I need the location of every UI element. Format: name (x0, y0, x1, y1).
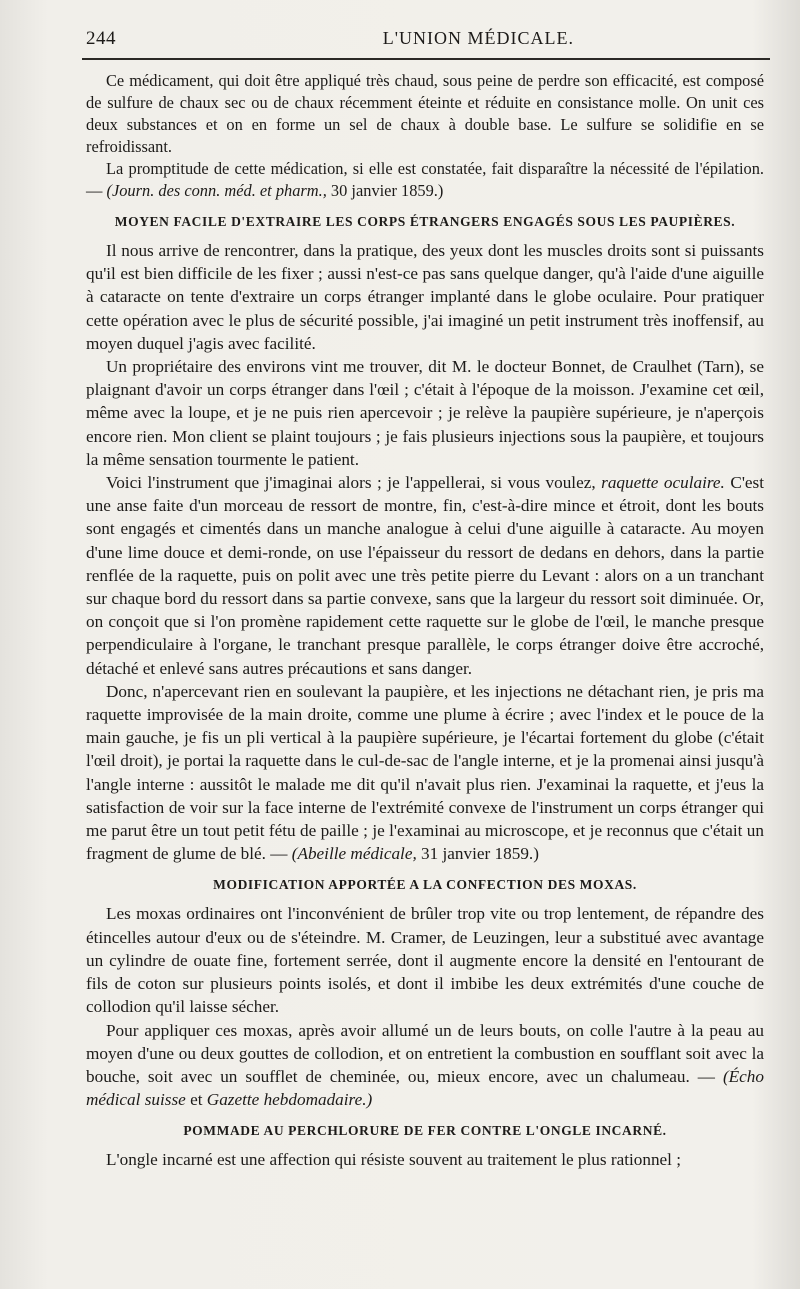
citation-date: 31 janvier 1859.) (416, 844, 539, 864)
paragraph: L'ongle incarné est une affection qui résiste souvent au traitement le plus rationnel ; (106, 1150, 682, 1170)
paragraph: Il nous arrive de rencontrer, dans la pratique, des yeux dont les muscles droits sont si puissants qu'il est bien difficile de les fixer ; aussi n'est-ce pas sans quelque danger, qu'à l'aide d'une aiguille à cataracte on tente d'extraire un corps étranger implanté dans le globe oculaire. Pour pratiquer cette opération avec le plus de sécurité possible, j'ai imaginé un petit instrument très inoffensif, au moyen duquel j'agis avec facilité. (86, 241, 764, 353)
paragraph (86, 471, 764, 680)
running-title: L'UNION MÉDICALE. (382, 28, 574, 48)
paragraph-text: Pour appliquer ces moxas, après avoir allumé un de leurs bouts, on colle l'autre à la peau au moyen d'une ou deux gouttes de collodion, et on entretient la combustion en soufflant soit avec la bouche, soit avec un soufflet de cheminée, ou, mieux encore, avec un chalumeau. — (86, 1020, 764, 1086)
paragraph-text: Voici l'instrument que j'imaginai alors ; je l'appellerai, si vous voulez, (106, 473, 602, 493)
paragraph-text: Donc, n'apercevant rien en soulevant la paupière, et les injections ne détachant rien, je pris ma raquette improvisée de la main droite, comme une plume à écrire ; avec l'index et le pouce de la main gauche, je fis un pli vertical à la paupière supérieure, je l'écartai fortement du globe (c'était l'œil droit), je portai la raquette dans le cul-de-sac de l'angle interne, et je la promenai ainsi jusqu'à l'angle interne : aussitôt le malade me dit qu'il n'avait plus rien. J'examinai la raquette, et j'eus la satisfaction de voir sur la face interne de l'extrémité convexe de l'instrument un corps étranger qui me parut être un tout petit fétu de paille ; je l'examinai au microscope, et je reconnus que c'était un fragment de glume de blé. — (86, 681, 764, 864)
page-number: 244 (86, 28, 116, 49)
intro-paragraph-2 (86, 158, 764, 202)
paragraph (86, 1019, 764, 1112)
section-heading-foreign-bodies: MOYEN FACILE D'EXTRAIRE LES CORPS ÉTRANGERS ENGAGÉS SOUS LES PAUPIÈRES. (114, 214, 736, 229)
instrument-name: raquette oculaire. (601, 473, 725, 493)
citation-source: Gazette hebdomadaire.) (206, 1090, 373, 1110)
paragraph-text: C'est une anse faite d'un morceau de ressort de montre, fin, c'est-à-dire mince et étroit, dont les bouts sont engagés et cimentés dans un manche analogue à celui d'une aiguille à cataracte. Au moyen d'une lime douce et demi-ronde, on use l'épaisseur du ressort de dedans en dehors, dans la partie renflée de la raquette, puis on polit avec une très petite pierre du Levant : alors on a un tranchant sur chaque bord du ressort dans sa partie convexe, sans que la largeur du ressort soit diminuée. Or, on conçoit que si l'on promène rapidement cette raquette sur le globe de l'œil, le manche presque perpendiculaire à l'organe, le tranchant presque parallèle, le corps étranger doive être accroché, détaché et enlevé sans autres précautions et sans danger. (86, 473, 765, 678)
header-rule (82, 58, 770, 60)
intro-citation: (Journ. des conn. méd. et pharm., (106, 181, 327, 200)
paragraph: Les moxas ordinaires ont l'inconvénient de brûler trop vite ou trop lentement, de répandre des étincelles autour d'eux ou de s'éteindre. M. Cramer, de Leuzingen, leur a substitué avec avantage un cylindre de ouate fine, fortement serrée, dont il augmente encore la densité en l'entourant de fils de coton sur plusieurs points isolés, et dont il imbibe les deux extrémités d'une couche de collodion qu'il laisse sécher. (86, 904, 764, 1017)
page-header (86, 28, 764, 50)
intro-text: La promptitude de cette médication, si elle est constatée, fait disparaître la nécessité de l'épilation. — (86, 159, 764, 200)
intro-paragraph-1: Ce médicament, qui doit être appliqué très chaud, sous peine de perdre son efficacité, est composé de sulfure de chaux sec ou de chaux récemment éteinte et réduite en consistance molle. On unit ces deux substances et on en forme un sel de chaux à double base. Le sulfure se solidifie en se refroidissant. (86, 71, 764, 156)
citation-source: (Écho médical suisse (86, 1066, 764, 1110)
citation-source: (Abeille médicale, (291, 844, 417, 864)
intro-citation-date: 30 janvier 1859.) (326, 181, 444, 200)
section-heading-moxas: MODIFICATION APPORTÉE A LA CONFECTION DES MOXAS. (213, 877, 637, 893)
section-heading-ingrown-nail: POMMADE AU PERCHLORURE DE FER CONTRE L'ONGLE INCARNÉ. (183, 1123, 667, 1139)
paragraph-text: et (185, 1090, 207, 1110)
paragraph (86, 680, 764, 866)
paragraph: Un propriétaire des environs vint me trouver, dit M. le docteur Bonnet, de Craulhet (Tarn), se plaignant d'avoir un corps étranger dans l'œil ; c'était à l'époque de la moisson. J'examine cet œil, même avec la loupe, et je ne puis rien apercevoir ; je relève la paupière supérieure, je n'aperçois encore rien. Mon client se plaint toujours ; je fais plusieurs injections sous la paupière, et toujours la même sensation tourmente le patient. (86, 357, 764, 469)
